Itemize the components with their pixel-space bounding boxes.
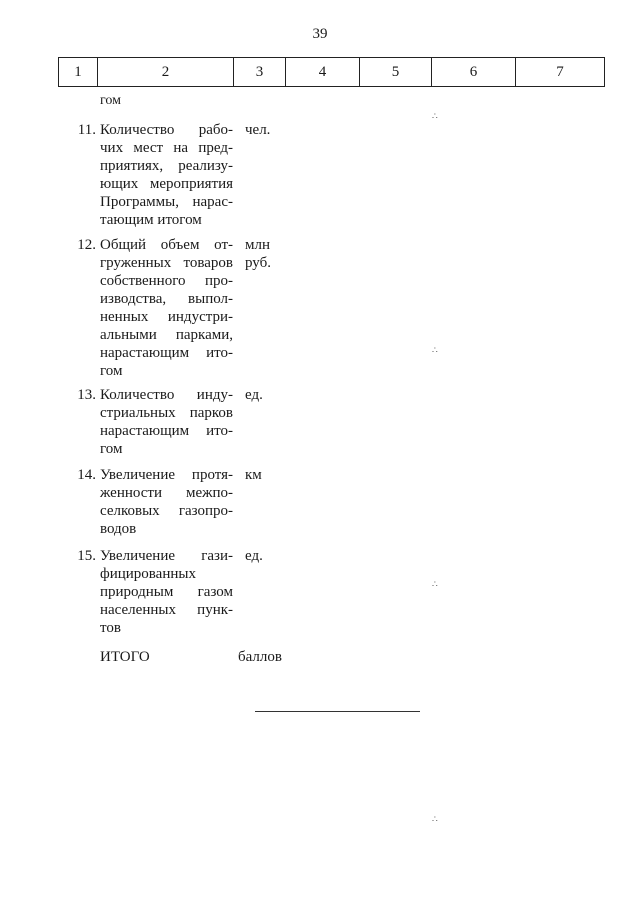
table-header-row: [58, 57, 605, 87]
header-cell-5: 5: [359, 58, 431, 86]
indicator-name-line: фицированных: [100, 566, 196, 582]
indicator-name-line: гом: [100, 441, 123, 457]
indicator-name-line: Количество рабо-: [100, 122, 233, 138]
scan-speck: ∴: [432, 814, 438, 824]
total-unit: баллов: [238, 649, 282, 665]
indicator-name: [100, 121, 233, 229]
unit-line: млн: [245, 237, 271, 253]
indicator-name-line: нарастающим ито-: [100, 345, 233, 361]
indicator-name: [100, 466, 233, 538]
row-number: 15.: [77, 548, 96, 564]
row-number: 11.: [77, 122, 96, 138]
indicator-name-line: альными парками,: [100, 327, 233, 343]
unit-line: км: [245, 467, 262, 483]
end-rule-divider: [255, 711, 420, 712]
header-cell-1: 1: [58, 58, 97, 86]
unit-line: ед.: [245, 548, 263, 564]
header-cell-4: 4: [285, 58, 359, 86]
indicator-name-line: ющих мероприятия: [100, 176, 233, 192]
indicator-name-line: Общий объем от-: [100, 237, 233, 253]
scan-speck: ∴: [432, 579, 438, 589]
indicator-name: [100, 386, 233, 458]
indicator-name-line: чих мест на пред-: [100, 140, 233, 156]
unit-of-measure: [245, 466, 295, 484]
row-number: 13.: [77, 387, 96, 403]
unit-of-measure: [245, 547, 295, 565]
indicator-name-line: тов: [100, 620, 121, 636]
page-number: 39: [312, 26, 328, 42]
indicator-name-line: собственного про-: [100, 273, 233, 289]
continuation-text: гом: [100, 93, 121, 108]
header-cell-2: 2: [97, 58, 233, 86]
unit-of-measure: [245, 121, 295, 139]
indicator-name-line: тающим итогом: [100, 212, 202, 228]
total-label: ИТОГО: [100, 649, 150, 665]
unit-line: ед.: [245, 387, 263, 403]
header-cell-6: 6: [431, 58, 515, 86]
indicator-name-line: Количество инду-: [100, 387, 233, 403]
indicator-name-line: изводства, выпол-: [100, 291, 233, 307]
indicator-name-line: селковых газопро-: [100, 503, 233, 519]
indicator-name-line: Увеличение гази-: [100, 548, 233, 564]
indicator-name-line: Программы, нарас-: [100, 194, 233, 210]
scan-speck: ∴: [432, 111, 438, 121]
indicator-name-line: населенных пунк-: [100, 602, 233, 618]
indicator-name-line: гом: [100, 363, 123, 379]
unit-of-measure: [245, 386, 295, 404]
indicator-name-line: водов: [100, 521, 137, 537]
indicator-name-line: Увеличение протя-: [100, 467, 233, 483]
indicator-name-line: нарастающим ито-: [100, 423, 233, 439]
indicator-name-line: женности межпо-: [100, 485, 233, 501]
scan-speck: ∴: [432, 345, 438, 355]
indicator-name-line: груженных товаров: [100, 255, 233, 271]
header-cell-7: 7: [515, 58, 605, 86]
indicator-name: [100, 547, 233, 637]
indicator-name-line: приятиях, реализу-: [100, 158, 233, 174]
indicator-name-line: ненных индустри-: [100, 309, 233, 325]
unit-line: чел.: [245, 122, 271, 138]
row-number: 14.: [77, 467, 96, 483]
row-number: 12.: [77, 237, 96, 253]
indicator-name-line: природным газом: [100, 584, 233, 600]
unit-of-measure: [245, 236, 295, 272]
indicator-name: [100, 236, 233, 380]
unit-line: руб.: [245, 255, 271, 271]
indicator-name-line: стриальных парков: [100, 405, 233, 421]
header-cell-3: 3: [233, 58, 285, 86]
